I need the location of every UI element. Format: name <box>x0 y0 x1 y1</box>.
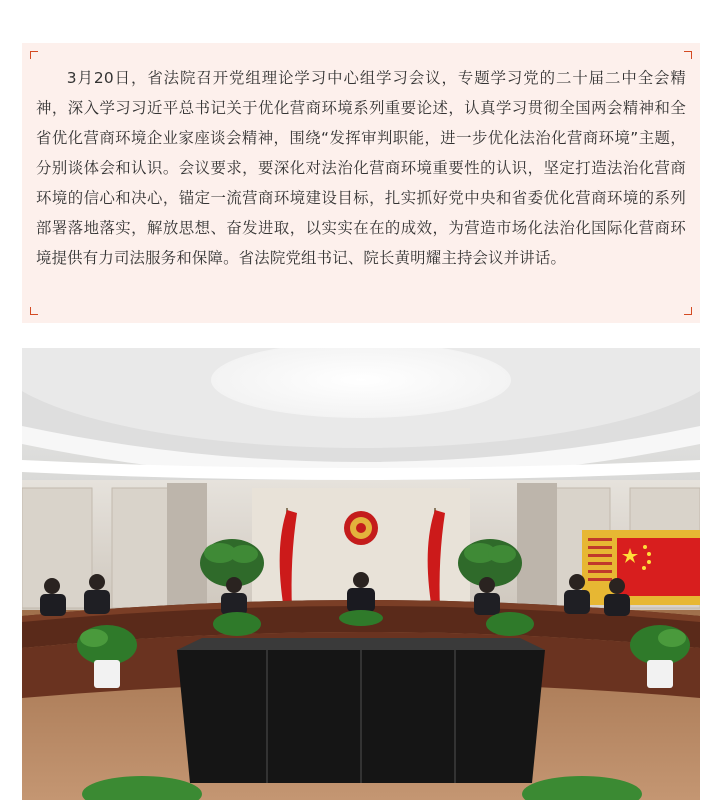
article-paragraph: 3月20日，省法院召开党组理论学习中心组学习会议，专题学习党的二十届二中全会精神，深入学习习近平总书记关于优化营商环境系列重要论述，认真学习贯彻全国两会精神和全省优化营商环境企业家座谈会精神，围绕“发挥审判职能，进一步优化法治化营商环境”主题，分别谈体会和认识。会议要求，要深化对法治化营商环境重要性的认识，坚定打造法治化营商环境的信心和决心，锚定一流营商环境建设目标，扎实抓好党中央和省委优化营商环境的系列部署落地落实，解放思想、奋发进取，以实实在在的成效，为营造市场化法治化国际化营商环境提供有力司法服务和保障。省法院党组书记、院长黄明耀主持会议并讲话。 <box>36 69 686 267</box>
meeting-room-illustration <box>22 348 700 800</box>
corner-decoration-bottom-right <box>684 307 692 315</box>
corner-decoration-top-left <box>30 51 38 59</box>
article-text-box <box>22 43 700 323</box>
meeting-photo <box>22 348 700 800</box>
corner-decoration-top-right <box>684 51 692 59</box>
corner-decoration-bottom-left <box>30 307 38 315</box>
